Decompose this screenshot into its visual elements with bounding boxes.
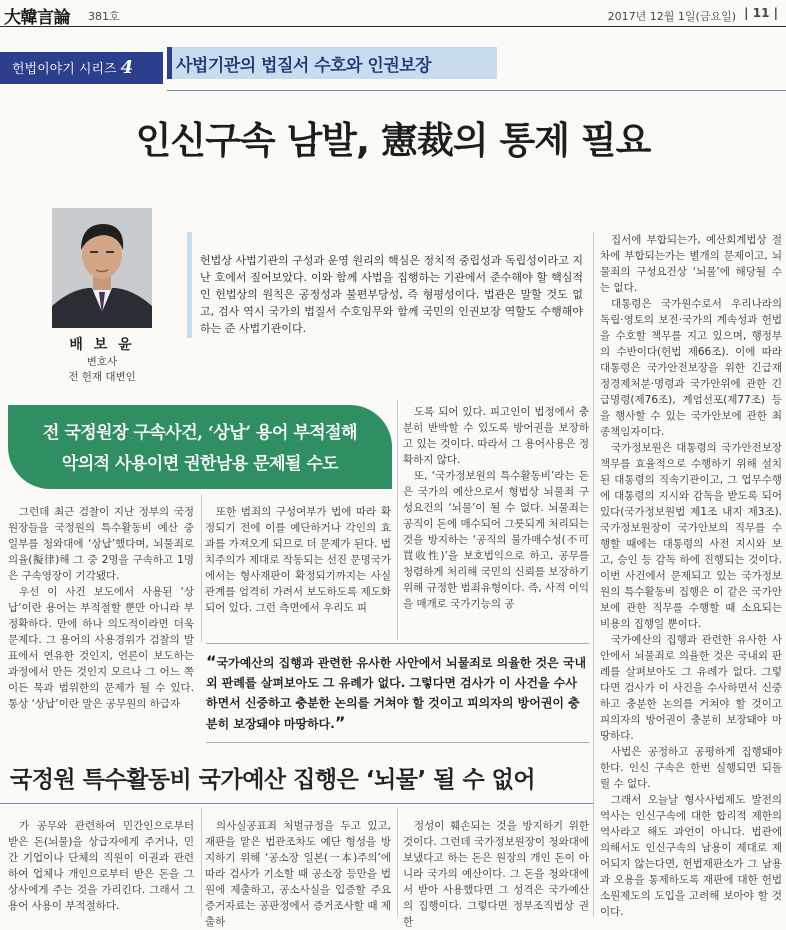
paragraph: 우선 이 사건 보도에서 사용된 ‘상납’이란 용어는 부적절할 뿐만 아니라 부정확하다. 만에 하나 의도적이라면 더욱 문제다. 그 용어의 사용경위가 검찰의 발표에서 연유한 것인지, 언론이 보도하는 과정에서 만든 것인지 모르나 그 어느 쪽이든 묵과 범위한의 문제가 될 수 있다. 통상 ‘상납’이란 말은 공무원의 하급자 — [8, 586, 194, 710]
lead-paragraph: 헌법상 사법기관의 구성과 운영 원리의 핵심은 정치적 중립성과 독립성이라고 지난 호에서 짚어보았다. 이와 함께 사법을 집행하는 기관에서 준수해야 할 핵심적인 헌법상의 원칙은 공정성과 불편부당성, 즉 형평성이다. 법관은 말할 것도 없고, 검사 역시 국가의 법질서 수호임무와 함께 국민의 인권보장 역할도 수행해야하는 준 사법기관이다. — [200, 254, 583, 335]
paragraph: 사법은 공정하고 공평하게 집행돼야 한다. 인신 구속은 한번 실행되면 되돌릴 수 없다. — [600, 746, 782, 790]
paragraph: 가 공무와 관련하여 민간인으로부터 받은 돈(뇌물)을 상급자에게 주거나, 민간 기업이나 단체의 직원이 이권과 관련하여 업체나 개인으로부터 받은 돈을 그 상사에게 주는 것을 가리킨다. 그래서 그 용어 사용이 부적절하다. — [8, 820, 194, 912]
pull-quote-rule — [206, 742, 589, 743]
close-quote-mark: ” — [334, 713, 346, 732]
divider — [167, 90, 786, 91]
issue-number: 381호 — [88, 10, 120, 23]
author-role — [40, 355, 164, 385]
newspaper-logo: 大韓言論 — [4, 8, 70, 28]
author-profession: 변호사 — [86, 356, 118, 368]
paragraph: 그래서 오늘날 형사사법제도 발전의 역사는 인신구속에 대한 합리적 제한의 역사라고 해도 과언이 아니다. 법관에 의해서도 인신구속의 남용이 제대로 제어되지 않는다면, 헌법재판소가 그 남용과 오용을 통제하도록 재판에 대한 헌법소원제도의 도입을 고려해 보아야 할 것이다. — [600, 794, 782, 918]
green-subhead-line2: 악의적 사용이면 권한남용 문제될 수도 — [61, 454, 339, 474]
body-column-1 — [8, 504, 194, 712]
green-subhead-line1: 전 국정원장 구속사건, ‘상납’ 용어 부적절해 — [42, 423, 358, 443]
author-name: 배 보 윤 — [69, 337, 135, 353]
paragraph: 또, ‘국가정보원의 특수활동비’라는 돈은 국가의 예산으로서 형법상 뇌물죄 구성요건의 ‘뇌물’이 될 수 없다. 뇌물죄는 공직이 돈에 매수되어 그릇되게 처리되는 것을 방지하는 ‘공직의 불가매수성(不可買收性)’을 보호법익으로 하고, 공무를 청렴하게 처리해 국민의 신뢰를 보장하기 위해 규정한 범죄유형이다. 즉, 사적 이익을 매개로 국가기능의 공 — [403, 470, 589, 610]
issue-date: 2017년 12월 1일(금요일) — [607, 10, 736, 23]
column-divider — [397, 400, 398, 640]
series-label: 헌법이야기 시리즈 — [12, 62, 117, 77]
paragraph: 의사실공표죄 처벌규정을 두고 있고, 재판을 맡은 법관조차도 예단 형성을 방지하기 위해 ‘공소장 일본(一本)주의’에 따라 검사가 기소할 때 공소장 등만을 법원에 제출하고, 공소사실을 입증할 주요 증거자료는 공판정에서 증거조사할 때 제출하 — [205, 820, 391, 928]
paragraph: 대통령은 국가원수로서 우리나라의 독립·영토의 보전·국가의 계속성과 헌법을 수호할 책무를 지고 있으며, 행정부의 수반이다(헌법 제66조). 이에 따라 대통령은 국가안전보장을 위한 긴급재정경제처분·명령과 국가안위에 관한 긴급명령(제76조), 계엄선포(제77조) 등을 행사할 수 있는 국가안보에 관한 최종책임자이다. — [600, 298, 782, 438]
paragraph: 그런데 최근 검찰이 지난 정부의 국정원장들을 국정원의 특수활동비 예산 중 일부를 청와대에 ‘상납’했다며, 뇌물죄로 의율(擬律)해 그 중 2명을 구속하고 1명은 구속영장이 기각됐다. — [8, 506, 194, 582]
portrait-image — [52, 208, 152, 328]
column-divider — [201, 494, 202, 642]
open-quote-mark: “ — [206, 652, 217, 671]
column-divider — [593, 232, 594, 917]
author-photo — [52, 208, 152, 328]
column-divider — [397, 808, 398, 917]
lead-accent-bar — [187, 232, 192, 338]
paragraph: 또한 범죄의 구성여부가 법에 따라 확정되기 전에 이를 예단하거나 각인의 효과를 가져오게 되므로 더 문제가 된다. 법치주의가 제대로 작동되는 선진 문명국가에서는 형사재판이 확정되기까지는 사실관계를 엄격히 가려서 보도하도록 제도화되어 있다. 그런 측면에서 우리도 피 — [205, 506, 391, 614]
body-column-2 — [205, 504, 391, 616]
headline: 인신구속 남발, 憲裁의 통제 필요 — [135, 119, 651, 162]
paragraph: 국가정보원은 대통령의 국가안전보장 책무를 효율적으로 수행하기 위해 설치된 대통령의 직속기관이고, 그 업무수행에 대통령의 지시와 감독을 받도록 되어 있다(국가정보원법 제1조 내지 제3조). 국가정보원장이 국가안보의 직무를 수행할 때에는 대통령의 사전 지시와 보고, 승인 등 감독 하에 진행되는 것이다. 이번 사건에서 문제되고 있는 국가정보원의 특수활동비 집행은 이 같은 국가안보에 관한 직무를 수행할 때 소요되는 비용의 집행일 뿐이다. — [600, 442, 782, 630]
pull-quote — [206, 652, 588, 734]
author-title: 전 헌재 대변인 — [68, 371, 136, 383]
body-column-7 — [403, 818, 589, 930]
pull-quote-text: 국가예산의 집행과 관련한 유사한 사안에서 뇌물죄로 의율한 것은 국내외 판례를 살펴보아도 그 유례가 없다. 그렇다면 검사가 이 사건을 수사하면서 신중하고 충분한 논의를 거쳐야 할 것이고 피의자의 방어권이 충분히 보장돼야 마땅하다. — [206, 656, 587, 731]
article-subtitle: 사법기관의 법질서 수호와 인권보장 — [176, 56, 432, 76]
section-headline: 국정원 특수활동비 국가예산 집행은 ‘뇌물’ 될 수 없어 — [10, 767, 536, 793]
series-number: 4 — [120, 57, 134, 78]
body-column-6 — [205, 818, 391, 930]
body-column-5 — [8, 818, 194, 914]
divider — [0, 803, 593, 804]
paragraph: 도록 되어 있다. 피고인이 법정에서 충분히 반박할 수 있도록 방어권을 보장하고 있는 것이다. 따라서 그 용어사용은 정확하지 않다. — [403, 406, 589, 466]
body-column-4 — [600, 232, 782, 920]
series-banner — [0, 52, 163, 84]
column-divider — [201, 808, 202, 917]
paragraph: 집서에 부합되는가, 예산회계법상 절차에 부합되는가는 별개의 문제이고, 뇌물죄의 구성요건상 ‘뇌물’에 해당될 수는 없다. — [600, 234, 782, 294]
page-number: | 11 | — [744, 6, 778, 20]
paragraph: 국가예산의 집행과 관련한 유사한 사안에서 뇌물죄로 의율한 것은 국내외 판례를 살펴보아도 그 유례가 없다. 그렇다면 검사가 이 사건을 수사하면서 신중하고 충분한 논의를 거쳐야 할 것이고 피의자의 방어권이 충분히 보장돼야 마땅하다. — [600, 634, 782, 742]
body-column-3 — [403, 404, 589, 612]
pull-quote-rule — [206, 643, 589, 644]
paragraph: 정성이 훼손되는 것을 방지하기 위한 것이다. 그런데 국가정보원장이 청와대에 보냈다고 하는 돈은 원장의 개인 돈이 아니라 국가의 예산이다. 그 돈을 청와대에서 받아 사용했다면 그 성격은 국가예산의 집행이다. 그렇다면 정부조직법상 권한 — [403, 820, 589, 928]
